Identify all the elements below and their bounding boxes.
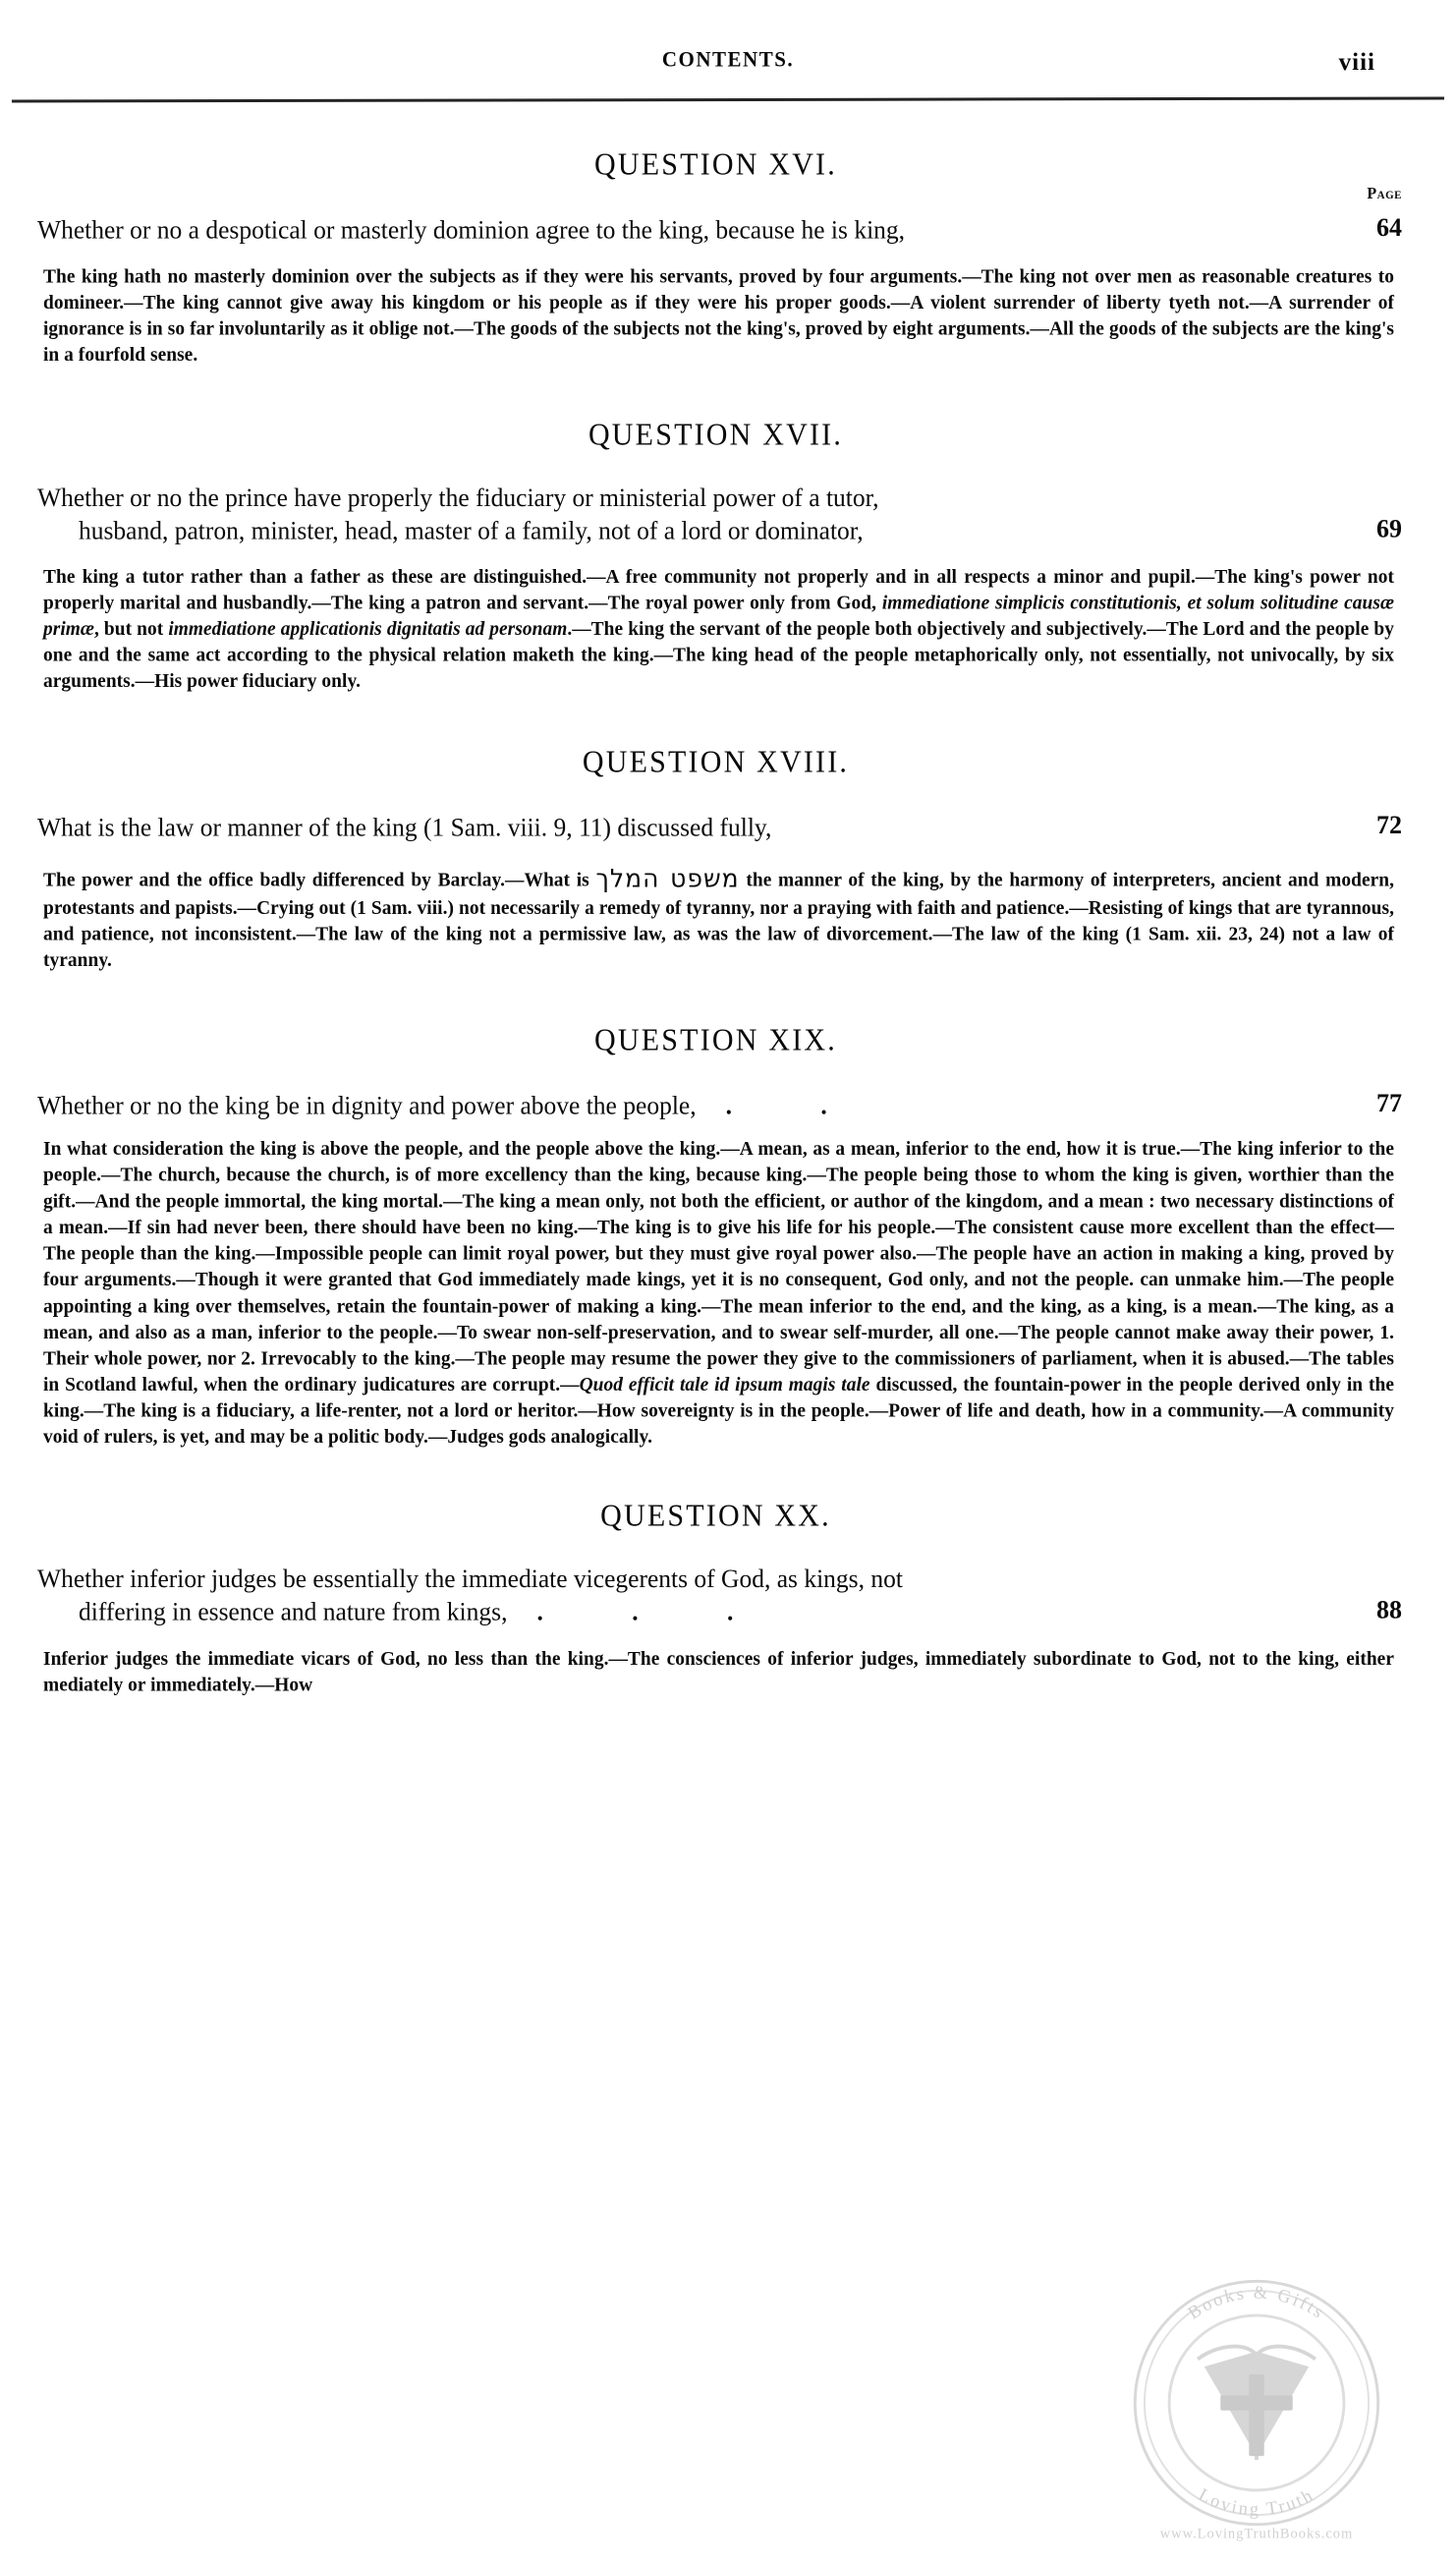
question-entry-xviii bbox=[29, 746, 1402, 973]
question-title-xviii: What is the law or manner of the king (1 Sam. viii. 9, 11) discussed fully, bbox=[37, 812, 772, 842]
question-abstract-xx: Inferior judges the immediate vicars of God, no less than the king.—The consciences of inferior judges, immediately subordinate to God, not to the king, either mediately or immediately.—How bbox=[43, 1648, 1394, 1696]
abstract-text-part: , but not bbox=[93, 619, 169, 641]
page-title: CONTENTS. bbox=[661, 46, 795, 72]
question-title-line1-xix: Whether or no the king be in dignity and power above the people, bbox=[37, 1089, 697, 1119]
question-heading-xvii: QUESTION XVII. bbox=[588, 418, 844, 453]
question-title-row-xvi bbox=[29, 185, 1402, 246]
abstract-text-part: the manner of the king, by the harmony of interpreters, ancient and modern, protestants and papists.—Crying out (1 Sam. viii.) not necessarily a remedy of tyranny, nor a praying with faith and patience.—Resisting of kings that are tyrannous, and patience, not inconsistent.—The law of the king not a permissive law, as was the law of divorcement.—The law of the king (1 Sam. xii. 23, 24) not a law of tyranny. bbox=[43, 869, 1394, 971]
question-entry-xvii bbox=[29, 419, 1402, 695]
svg-text:Books & Gifts bbox=[1184, 2282, 1328, 2322]
question-abstract-xvi: The king hath no masterly dominion over the subjects as if they were his servants, proved by four arguments.—The king not over men as reasonable creatures to domineer.—The king cannot give away his kingdom or his people as if they were his proper goods.—A violent surrender of liberty tyeth not.—A surrender of ignorance is in so far involuntarily as it oblige not.—The goods of the subjects not the king's, proved by eight arguments.—All the goods of the subjects are the king's in a fourfold sense. bbox=[43, 265, 1394, 367]
leader-dots-xx: . . . bbox=[536, 1596, 775, 1626]
question-heading-xvi: QUESTION XVI. bbox=[594, 146, 837, 182]
watermark-stamp bbox=[1114, 2260, 1399, 2545]
question-title-xvii bbox=[29, 481, 1345, 547]
question-page-number-xvi: 64 bbox=[1376, 212, 1402, 243]
contents-body bbox=[29, 101, 1402, 1698]
question-title-row-xix bbox=[29, 1086, 1402, 1121]
running-head bbox=[59, 47, 1397, 88]
folio-number: viii bbox=[1338, 49, 1375, 76]
abstract-text-part: discussed, the fountain-power in the people derived only in the king.—The king is a fiduciary, a life-renter, not a lord or heritor.—How sovereignty is in the people.—Power of life and death, how in a community.—A community void of rulers, is yet, and may be a politic body.—Judges gods analogically. bbox=[43, 1374, 1394, 1449]
abstract-text-part: The power and the office badly differenced by Barclay.—What is bbox=[43, 869, 596, 891]
abstract-text-part: In what consideration the king is above the people, and the people above the king.—A mean, as a mean, inferior to the end, how it is true.—The king inferior to the people.—The church, because the church, is of more excellency than the king, because king.—The people being those to whom the king is given, worthier than the gift.—And the people immortal, the king mortal.—The king a mean only, not both the efficient, or author of the kingdom, and a mean : two necessary distinctions of a mean.—If sin had never been, there should have been no king.—The king is to give his life for his people.—The consistent cause more excellent than the effect—The people than the king.—Impossible people can limit royal power, but they must give royal power also.—The people have an action in making a king, proved by four arguments.—Though it were granted that God immediately made kings, yet it is no consequent, God only, and not the people. can unmake him.—The people appointing a king over themselves, retain the fountain-power of making a king.—The mean inferior to the end, and the king, as a king, is a mean.—The king, as a mean, and also as a man, inferior to the people.—To swear non-self-preservation, and to swear self-murder, all one.—The people cannot make away their power, 1. Their whole power, nor 2. Irrevocably to the king.—The people may resume the power they give to the commissioners of parliament, when it is abused.—The tables in Scotland lawful, when the ordinary judicatures are corrupt.— bbox=[43, 1139, 1394, 1396]
question-page-number-xviii: 72 bbox=[1376, 810, 1402, 840]
question-entry-xx bbox=[29, 1500, 1402, 1698]
abstract-latin-phrase: immediatione simplicis constitutionis, et solum solitudine causæ primæ bbox=[43, 593, 1394, 641]
page-column-label: Page bbox=[1367, 185, 1402, 203]
abstract-latin-lead: Quod bbox=[579, 1374, 629, 1396]
question-heading-xx: QUESTION XX. bbox=[600, 1498, 831, 1533]
abstract-latin-phrase: efficit tale id ipsum magis tale bbox=[628, 1374, 870, 1396]
question-page-number-xix: 77 bbox=[1376, 1088, 1402, 1118]
watermark-bottom-text: Loving Truth bbox=[1195, 2484, 1318, 2520]
question-heading-xix: QUESTION XIX. bbox=[594, 1022, 837, 1057]
question-title-xx bbox=[29, 1562, 1345, 1628]
contents-page bbox=[0, 47, 1456, 2563]
question-title-line1-xx: Whether inferior judges be essentially the immediate vicegerents of God, as kings, not bbox=[37, 1563, 903, 1593]
watermark-top-text: Books & Gifts bbox=[1184, 2282, 1329, 2323]
hebrew-phrase: משפט המלך bbox=[595, 863, 740, 893]
question-page-number-xx: 88 bbox=[1376, 1595, 1402, 1624]
question-heading-xviii: QUESTION XVIII. bbox=[582, 744, 850, 779]
question-abstract-xvii bbox=[43, 565, 1394, 696]
question-title-line1-xvii: Whether or no the prince have properly the fiduciary or ministerial power of a tutor, bbox=[37, 483, 879, 513]
abstract-text-part: .—The king the servant of the people both objectively and subjectively.—The Lord and the people by one and the same act according to the physical relation maketh the king.—The king head of the people metaphorically only, not essentially, not univocally, by six arguments.—His power fiduciary only. bbox=[43, 619, 1395, 694]
question-title-xvi: Whether or no a despotical or masterly dominion agree to the king, because he is king, bbox=[37, 214, 906, 245]
leader-dots-xix: . . bbox=[725, 1089, 868, 1119]
question-abstract-xix bbox=[43, 1137, 1394, 1451]
question-title-row-xvii bbox=[29, 481, 1402, 547]
question-entry-xvi bbox=[29, 148, 1402, 368]
question-title-row-xx bbox=[29, 1562, 1402, 1628]
abstract-text-part: The king a tutor rather than a father as these are distinguished.—A free community not properly and in all respects a minor and pupil.—The king's power not properly marital and husbandly.—The king a patron and servant.—The royal power only from God, bbox=[43, 567, 1394, 615]
question-title-line2-xx bbox=[37, 1595, 1327, 1628]
question-title-line2-xvii: husband, patron, minister, head, master of a family, not of a lord or dominator, bbox=[79, 516, 864, 546]
question-page-number-xvii: 69 bbox=[1376, 514, 1402, 544]
watermark-url-text: www.LovingTruthBooks.com bbox=[1159, 2526, 1354, 2542]
question-title-xix bbox=[29, 1088, 1345, 1121]
question-title-row-xviii bbox=[29, 808, 1402, 843]
question-title-line2-text-xx: differing in essence and nature from kings, bbox=[79, 1596, 508, 1626]
abstract-latin-phrase: immediatione applicationis dignitatis ad personam bbox=[168, 619, 568, 641]
question-entry-xix bbox=[29, 1024, 1402, 1449]
question-abstract-xviii bbox=[43, 862, 1394, 974]
svg-text:Loving Truth bbox=[1196, 2484, 1317, 2519]
